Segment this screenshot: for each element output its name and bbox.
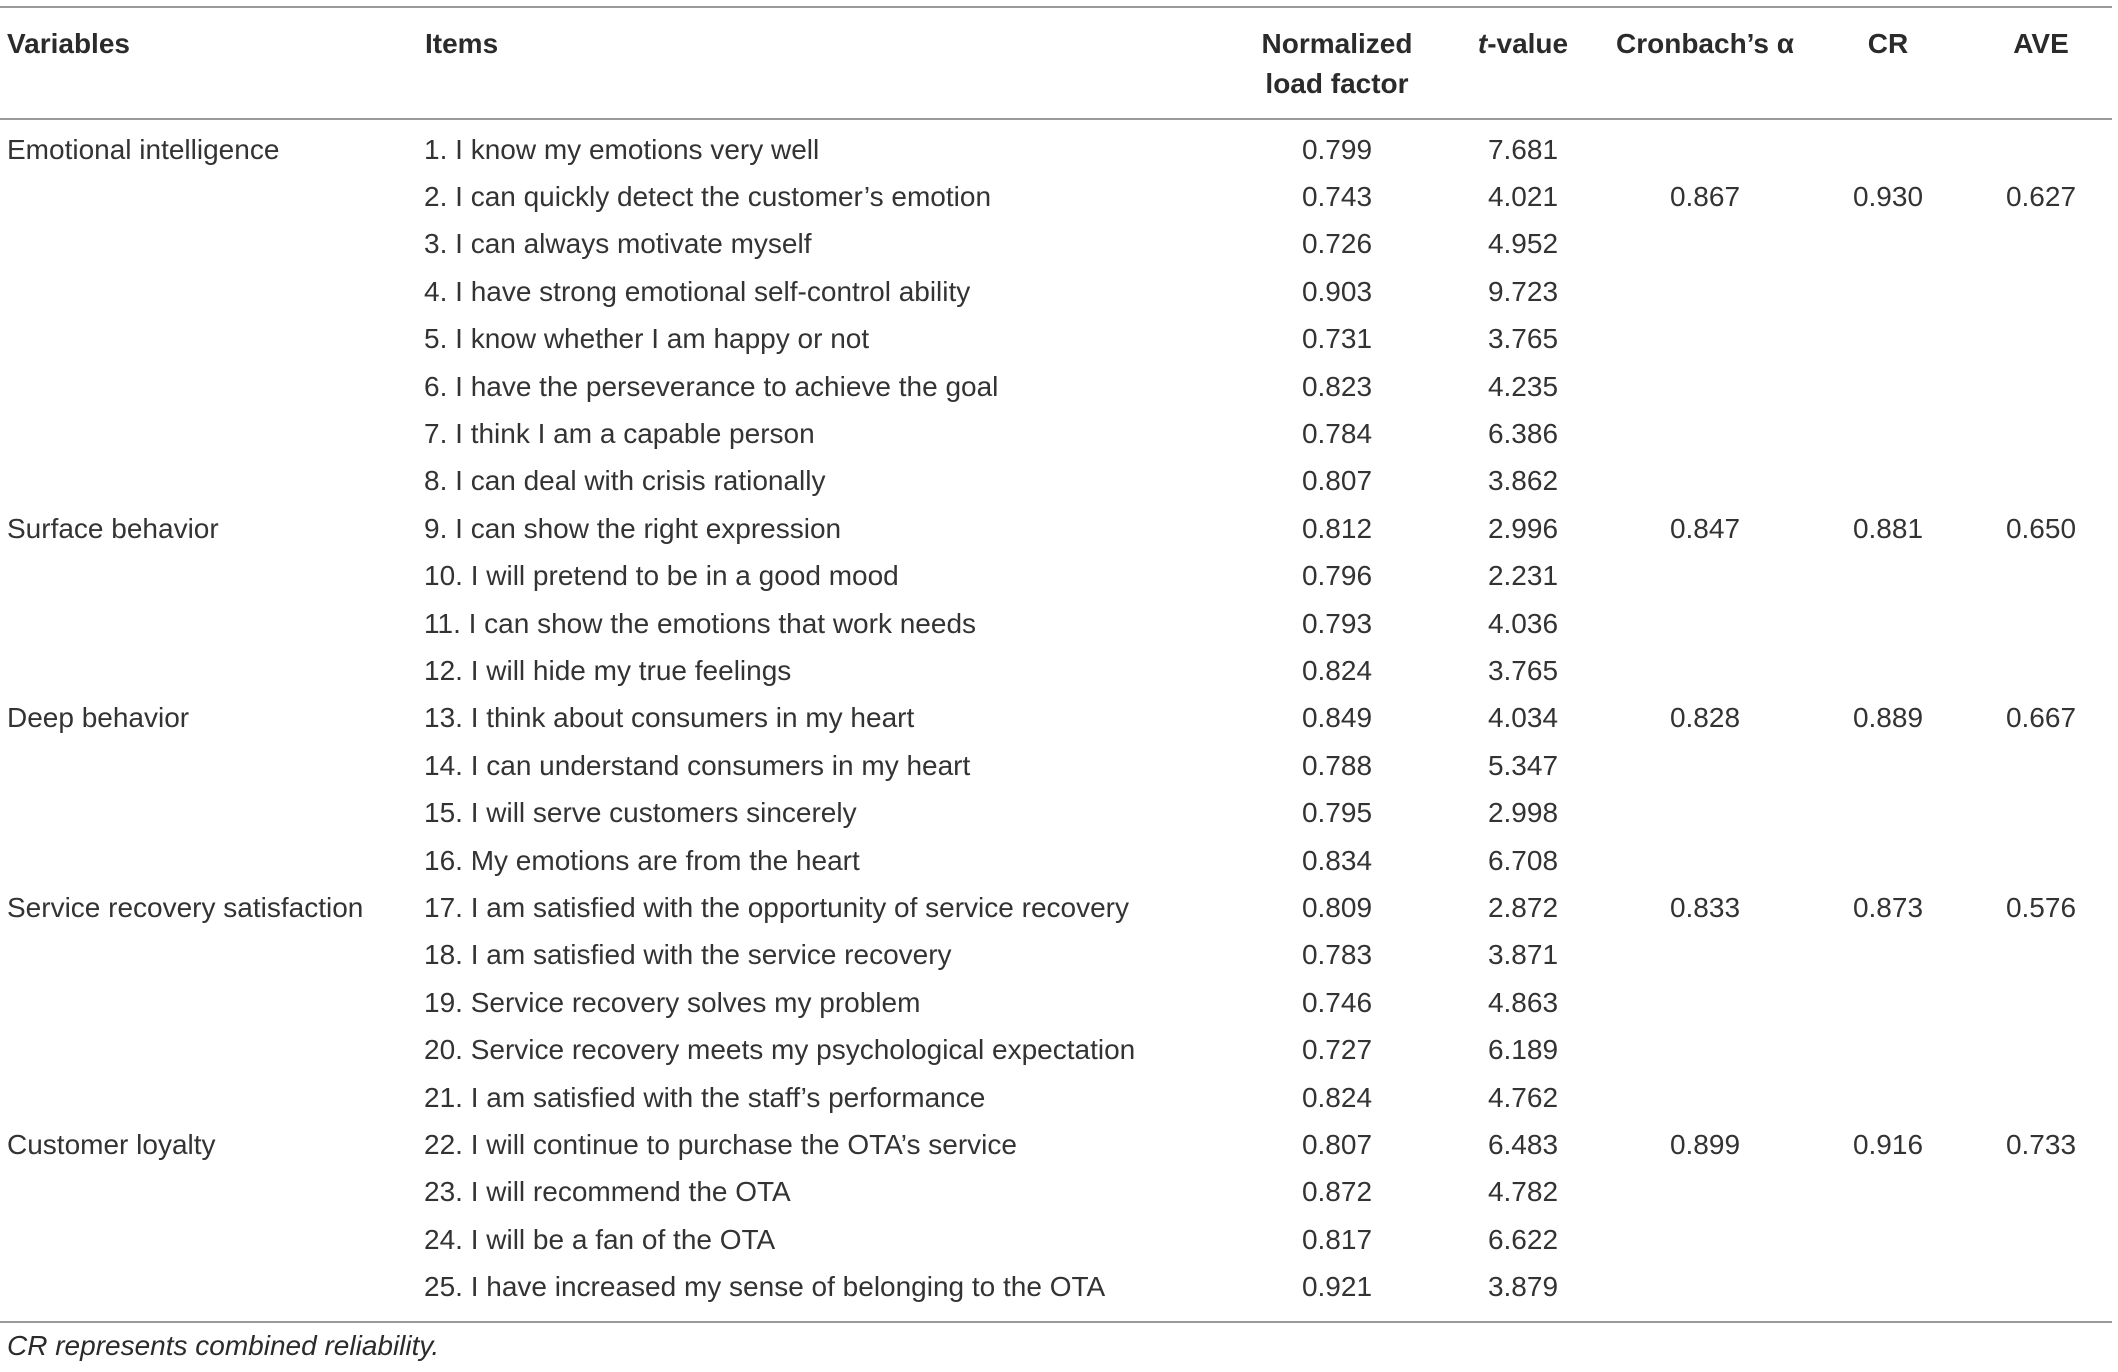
table-row: [0, 363, 2112, 410]
cell-cronbach-alpha: [1604, 1074, 1806, 1121]
cell-load-factor: 0.731: [1301, 323, 1373, 355]
cell-ave: 0.627: [2005, 181, 2077, 213]
cell-t-value: 3.862: [1487, 465, 1559, 497]
table-row: [0, 268, 2112, 315]
header-row: [0, 7, 2112, 119]
cell-cronbach-alpha: [1604, 979, 1806, 1026]
cell-load-factor: 0.824: [1301, 1081, 1373, 1113]
cell-load-factor: 0.796: [1301, 560, 1373, 592]
cell-cr: [1806, 647, 1970, 694]
cell-cronbach-alpha: [1604, 1263, 1806, 1321]
cell-item: 10. I will pretend to be in a good mood: [424, 560, 899, 592]
cell-variable: [0, 1216, 424, 1263]
cell-item: 16. My emotions are from the heart: [424, 844, 860, 876]
cell-ave: [1970, 268, 2112, 315]
reliability-table: [0, 6, 2112, 1323]
cell-cronbach-alpha: 0.847: [1669, 512, 1741, 544]
cell-t-value: 4.036: [1487, 607, 1559, 639]
table-row: [0, 221, 2112, 268]
cell-variable: [0, 979, 424, 1026]
cell-item: 24. I will be a fan of the OTA: [424, 1223, 776, 1255]
cell-cr: [1806, 742, 1970, 789]
table-row: [0, 1263, 2112, 1321]
table-row: [0, 410, 2112, 457]
cell-load-factor: 0.799: [1301, 133, 1373, 165]
table-row: [0, 600, 2112, 647]
cell-t-value: 3.871: [1487, 939, 1559, 971]
table-body: [0, 119, 2112, 1322]
cell-ave: [1970, 553, 2112, 600]
cell-load-factor: 0.817: [1301, 1223, 1373, 1255]
cell-cr: [1806, 221, 1970, 268]
table-row: [0, 1216, 2112, 1263]
cell-item: 11. I can show the emotions that work needs: [424, 607, 977, 639]
cell-ave: [1970, 789, 2112, 836]
table-row: [0, 1169, 2112, 1216]
cell-t-value: 2.996: [1487, 512, 1559, 544]
cell-item: 13. I think about consumers in my heart: [424, 702, 915, 734]
cell-cronbach-alpha: [1604, 742, 1806, 789]
table-row: [0, 647, 2112, 694]
cell-variable: [0, 363, 424, 410]
cell-variable: [0, 1074, 424, 1121]
cell-item: 5. I know whether I am happy or not: [424, 323, 870, 355]
cell-ave: 0.733: [2005, 1128, 2077, 1160]
cell-variable: [0, 600, 424, 647]
table-row: [0, 789, 2112, 836]
cell-cr: [1806, 268, 1970, 315]
table-row: [0, 458, 2112, 505]
header-cronbach-alpha: Cronbach’s α: [1616, 28, 1794, 59]
cell-ave: [1970, 1026, 2112, 1073]
cell-variable: Customer loyalty: [7, 1128, 216, 1160]
header-t-value-suffix: -value: [1487, 28, 1569, 59]
cell-load-factor: 0.795: [1301, 797, 1373, 829]
cell-ave: [1970, 410, 2112, 457]
cell-load-factor: 0.809: [1301, 891, 1373, 923]
cell-cr: [1806, 363, 1970, 410]
cell-cr: [1806, 1169, 1970, 1216]
cell-cr: [1806, 789, 1970, 836]
cell-cr: 0.889: [1852, 702, 1924, 734]
cell-t-value: 6.189: [1487, 1034, 1559, 1066]
cell-variable: Service recovery satisfaction: [7, 891, 364, 923]
table-row: [0, 316, 2112, 363]
cell-item: 12. I will hide my true feelings: [424, 654, 792, 686]
cell-cronbach-alpha: 0.899: [1669, 1128, 1741, 1160]
cell-item: 2. I can quickly detect the customer’s emotion: [424, 181, 992, 213]
cell-item: 6. I have the perseverance to achieve the goal: [424, 370, 999, 402]
cell-ave: [1970, 221, 2112, 268]
cell-load-factor: 0.872: [1301, 1176, 1373, 1208]
cell-t-value: 6.622: [1487, 1223, 1559, 1255]
cell-ave: [1970, 1216, 2112, 1263]
table-row: [0, 695, 2112, 742]
cell-t-value: 4.021: [1487, 181, 1559, 213]
cell-ave: [1970, 316, 2112, 363]
cell-cronbach-alpha: [1604, 789, 1806, 836]
cell-t-value: 4.235: [1487, 370, 1559, 402]
cell-t-value: 2.872: [1487, 891, 1559, 923]
cell-cr: [1806, 1026, 1970, 1073]
header-ave: AVE: [2013, 28, 2069, 59]
cell-ave: [1970, 1263, 2112, 1321]
cell-cronbach-alpha: [1604, 221, 1806, 268]
cell-ave: [1970, 742, 2112, 789]
cell-variable: [0, 1169, 424, 1216]
table-row: [0, 1121, 2112, 1168]
cell-ave: [1970, 458, 2112, 505]
cell-cronbach-alpha: [1604, 458, 1806, 505]
cell-item: 25. I have increased my sense of belonging to the OTA: [424, 1271, 1106, 1303]
cell-item: 7. I think I am a capable person: [424, 418, 815, 450]
cell-item: 21. I am satisfied with the staff’s performance: [424, 1081, 986, 1113]
cell-load-factor: 0.784: [1301, 418, 1373, 450]
cell-variable: [0, 268, 424, 315]
cell-ave: [1970, 1074, 2112, 1121]
table-header: [0, 7, 2112, 119]
table-row: [0, 979, 2112, 1026]
cell-t-value: 6.708: [1487, 844, 1559, 876]
cell-variable: Surface behavior: [7, 512, 219, 544]
cell-ave: [1970, 363, 2112, 410]
cell-item: 18. I am satisfied with the service recovery: [424, 939, 952, 971]
cell-load-factor: 0.849: [1301, 702, 1373, 734]
cell-variable: [0, 458, 424, 505]
cell-cronbach-alpha: [1604, 553, 1806, 600]
cell-cronbach-alpha: [1604, 600, 1806, 647]
cell-cronbach-alpha: [1604, 1026, 1806, 1073]
cell-t-value: 3.765: [1487, 323, 1559, 355]
cell-load-factor: 0.921: [1301, 1271, 1373, 1303]
cell-ave: [1970, 647, 2112, 694]
cell-cr: [1806, 410, 1970, 457]
cell-variable: [0, 316, 424, 363]
cell-load-factor: 0.834: [1301, 844, 1373, 876]
table-row: [0, 884, 2112, 931]
cell-cronbach-alpha: [1604, 1169, 1806, 1216]
cell-load-factor: 0.807: [1301, 465, 1373, 497]
cell-t-value: 4.034: [1487, 702, 1559, 734]
cell-t-value: 4.952: [1487, 228, 1559, 260]
cell-variable: [0, 553, 424, 600]
table-row: [0, 553, 2112, 600]
cell-cr: [1806, 837, 1970, 884]
cell-cr: 0.873: [1852, 891, 1924, 923]
cell-cr: 0.881: [1852, 512, 1924, 544]
cell-t-value: 4.762: [1487, 1081, 1559, 1113]
header-t-value-prefix: t: [1477, 28, 1488, 59]
cell-cr: [1806, 316, 1970, 363]
cell-ave: 0.650: [2005, 512, 2077, 544]
cell-variable: [0, 932, 424, 979]
table-row: [0, 505, 2112, 552]
cell-load-factor: 0.783: [1301, 939, 1373, 971]
table-row: [0, 173, 2112, 220]
cell-item: 15. I will serve customers sincerely: [424, 797, 857, 829]
cell-cronbach-alpha: [1604, 410, 1806, 457]
cell-ave: [1970, 837, 2112, 884]
cell-cr: [1806, 1263, 1970, 1321]
cell-item: 20. Service recovery meets my psychological expectation: [424, 1034, 1136, 1066]
cell-item: 17. I am satisfied with the opportunity of service recovery: [424, 891, 1129, 923]
cell-cronbach-alpha: [1604, 316, 1806, 363]
cell-item: 9. I can show the right expression: [424, 512, 842, 544]
cell-load-factor: 0.743: [1301, 181, 1373, 213]
cell-cr: [1806, 458, 1970, 505]
cell-cr: 0.916: [1852, 1128, 1924, 1160]
cell-ave: [1970, 1169, 2112, 1216]
header-items: Items: [425, 28, 499, 59]
cell-t-value: 6.386: [1487, 418, 1559, 450]
cell-load-factor: 0.807: [1301, 1128, 1373, 1160]
cell-cronbach-alpha: 0.828: [1669, 702, 1741, 734]
cell-item: 19. Service recovery solves my problem: [424, 986, 921, 1018]
cell-t-value: 3.879: [1487, 1271, 1559, 1303]
cell-ave: [1970, 119, 2112, 173]
cell-load-factor: 0.823: [1301, 370, 1373, 402]
cell-cr: [1806, 600, 1970, 647]
cell-load-factor: 0.824: [1301, 654, 1373, 686]
cell-variable: [0, 1026, 424, 1073]
cell-cronbach-alpha: [1604, 1216, 1806, 1263]
cell-variable: [0, 173, 424, 220]
cell-cronbach-alpha: 0.867: [1669, 181, 1741, 213]
cell-t-value: 9.723: [1487, 275, 1559, 307]
cell-t-value: 2.998: [1487, 797, 1559, 829]
cell-variable: Deep behavior: [7, 702, 190, 734]
table-row: [0, 742, 2112, 789]
header-t-value: [1442, 7, 1604, 119]
cell-variable: [0, 1263, 424, 1321]
cell-load-factor: 0.812: [1301, 512, 1373, 544]
cell-cronbach-alpha: 0.833: [1669, 891, 1741, 923]
cell-ave: [1970, 600, 2112, 647]
cell-t-value: 7.681: [1487, 133, 1559, 165]
header-load-factor: [1232, 7, 1442, 119]
header-cr: CR: [1867, 28, 1909, 59]
cell-cr: 0.930: [1852, 181, 1924, 213]
cell-cr: [1806, 553, 1970, 600]
cell-cr: [1806, 979, 1970, 1026]
header-load-factor-text: Normalized load factor: [1261, 28, 1413, 99]
cell-t-value: 5.347: [1487, 749, 1559, 781]
cell-variable: [0, 789, 424, 836]
cell-t-value: 3.765: [1487, 654, 1559, 686]
header-variables: Variables: [7, 28, 130, 59]
cell-item: 4. I have strong emotional self-control ability: [424, 275, 971, 307]
cell-cronbach-alpha: [1604, 363, 1806, 410]
cell-variable: [0, 647, 424, 694]
cell-ave: 0.667: [2005, 702, 2077, 734]
cell-t-value: 2.231: [1487, 560, 1559, 592]
cell-item: 3. I can always motivate myself: [424, 228, 812, 260]
cell-cronbach-alpha: [1604, 647, 1806, 694]
cell-cr: [1806, 1074, 1970, 1121]
cell-variable: [0, 410, 424, 457]
cell-cronbach-alpha: [1604, 932, 1806, 979]
cell-cronbach-alpha: [1604, 268, 1806, 315]
cell-item: 14. I can understand consumers in my heart: [424, 749, 971, 781]
cell-ave: [1970, 932, 2112, 979]
cell-variable: Emotional intelligence: [7, 133, 280, 165]
cell-load-factor: 0.746: [1301, 986, 1373, 1018]
table-footnote: CR represents combined reliability.: [7, 1330, 440, 1361]
cell-load-factor: 0.903: [1301, 275, 1373, 307]
cell-cr: [1806, 119, 1970, 173]
cell-cr: [1806, 932, 1970, 979]
cell-item: 1. I know my emotions very well: [424, 133, 820, 165]
cell-item: 22. I will continue to purchase the OTA’s service: [424, 1128, 1017, 1160]
cell-variable: [0, 837, 424, 884]
cell-variable: [0, 742, 424, 789]
cell-ave: [1970, 979, 2112, 1026]
cell-t-value: 4.863: [1487, 986, 1559, 1018]
cell-cronbach-alpha: [1604, 837, 1806, 884]
cell-load-factor: 0.788: [1301, 749, 1373, 781]
table-row: [0, 837, 2112, 884]
cell-load-factor: 0.793: [1301, 607, 1373, 639]
table-row: [0, 1074, 2112, 1121]
cell-load-factor: 0.727: [1301, 1034, 1373, 1066]
cell-load-factor: 0.726: [1301, 228, 1373, 260]
cell-t-value: 4.782: [1487, 1176, 1559, 1208]
cell-cronbach-alpha: [1604, 119, 1806, 173]
cell-variable: [0, 221, 424, 268]
cell-ave: 0.576: [2005, 891, 2077, 923]
cell-cr: [1806, 1216, 1970, 1263]
table-row: [0, 932, 2112, 979]
cell-item: 8. I can deal with crisis rationally: [424, 465, 826, 497]
table-row: [0, 119, 2112, 173]
cell-item: 23. I will recommend the OTA: [424, 1176, 791, 1208]
table-row: [0, 1026, 2112, 1073]
cell-t-value: 6.483: [1487, 1128, 1559, 1160]
